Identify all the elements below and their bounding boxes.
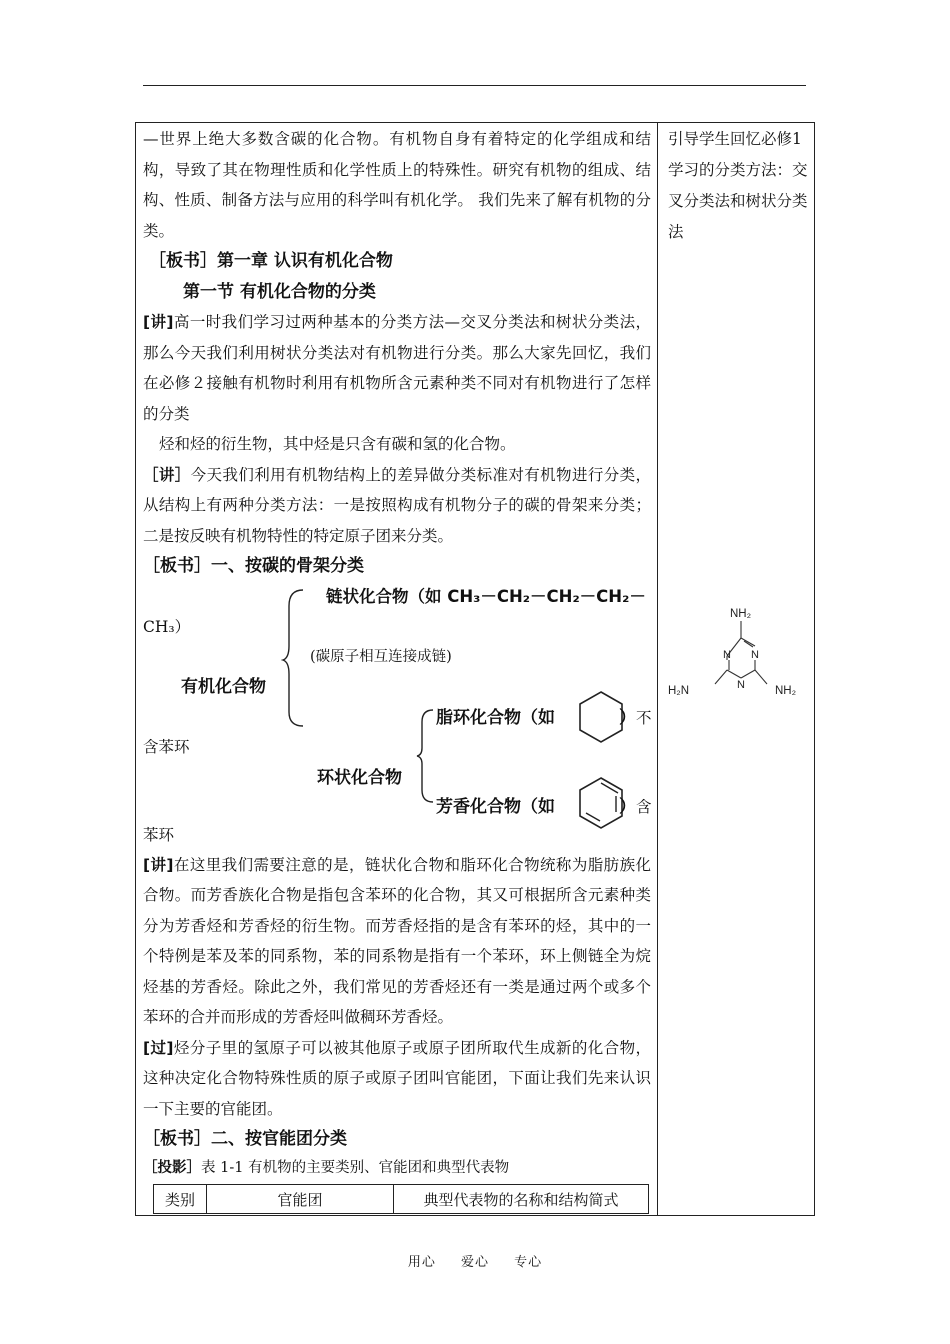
transition-paragraph — [143, 1033, 651, 1125]
projection-tag: ［投影］ — [143, 1159, 201, 1176]
transition-text: 烃分子里的氢原子可以被其他原子或原子团所取代生成新的化合物，这种决定化合物特殊性质的原子或原子团叫官能团，下面让我们先来认识一下主要的官能团。 — [143, 1038, 651, 1118]
side-note: 引导学生回忆必修1学习的分类方法：交叉分类法和树状分类法 — [668, 130, 808, 241]
alicyclic-note-cont: 含苯环 — [143, 737, 190, 756]
table-header-category: 类别 — [154, 1185, 207, 1214]
alicyclic-label: 脂环化合物（如 — [436, 707, 555, 728]
column-divider — [657, 122, 658, 1216]
board-heading-chapter: ［板书］第一章 认识有机化合物 — [149, 251, 393, 271]
melamine-structure-image — [663, 598, 813, 708]
chain-compound-continuation: CH₃） — [143, 617, 191, 636]
board-heading-section: 第一节 有机化合物的分类 — [183, 281, 376, 302]
lecture-paragraph-2 — [143, 460, 651, 552]
lecture-paragraph-1 — [143, 307, 651, 429]
footer-word: 爱心 — [460, 1255, 489, 1270]
functional-group-table — [153, 1184, 649, 1214]
board-heading-carbon-skeleton: ［板书］一、按碳的骨架分类 — [143, 556, 364, 576]
lecture-text: 高一时我们学习过两种基本的分类方法—交叉分类法和树状分类法，那么今天我们利用树状分类法对有机物进行分类。那么大家先回忆，我们在必修２接触有机物时利用有机物所含元素种类不同对有机物进行了怎样的分类 — [143, 313, 651, 423]
lecture-paragraph-3 — [143, 850, 651, 1033]
classification-tree — [143, 582, 651, 850]
transition-tag: [过] — [143, 1038, 174, 1057]
root-brace — [281, 588, 307, 728]
cyclic-compound-label: 环状化合物 — [317, 767, 402, 788]
board-heading-functional-group: ［板书］二、按官能团分类 — [143, 1129, 347, 1149]
ring-n-label: N — [751, 649, 759, 661]
aromatic-close: ） — [619, 796, 636, 817]
alicyclic-close: ） — [619, 707, 636, 728]
projection-text: 表 1-1 有机物的主要类别、官能团和典型代表物 — [201, 1159, 510, 1176]
cyclohexane-icon — [577, 690, 625, 746]
nh2-right-label: NH₂ — [775, 685, 797, 697]
footer-word: 专心 — [514, 1255, 543, 1270]
projection-line — [143, 1155, 651, 1181]
page-footer — [0, 1251, 950, 1270]
footer-word: 用心 — [407, 1255, 436, 1270]
lecture-tag: ［讲］ — [143, 465, 191, 484]
lecture-text: 在这里我们需要注意的是，链状化合物和脂环化合物统称为脂肪族化合物。而芳香族化合物是指包含苯环的化合物，其又可根据所含元素种类分为芳香烃和芳香烃的衍生物。而芳香烃指的是含有苯环的烃，其中的一个特例是苯及苯的同系物，苯的同系物是指有一个苯环，环上侧链全为烷烃基的芳香烃。除此之外，我们常见的芳香烃还有一类是通过两个或多个苯环的合并而形成的芳香烃叫做稠环芳香烃。 — [143, 855, 651, 1026]
cyclic-brace — [415, 708, 437, 804]
table-header-representative: 典型代表物的名称和结构简式 — [394, 1185, 649, 1214]
aromatic-note: 含 — [636, 797, 652, 816]
header-rule — [143, 85, 806, 86]
intro-paragraph: —世界上绝大多数含碳的化合物。有机物自身有着特定的化学组成和结构，导致了其在物理性质和化学性质上的特殊性。研究有机物的组成、结构、性质、制备方法与应用的科学叫有机化学。 我们先来了解有机物的分类。 — [143, 130, 651, 240]
aromatic-note-cont: 苯环 — [143, 825, 175, 844]
ring-n-label: N — [723, 649, 731, 661]
lecture-text: 今天我们利用有机物结构上的差异做分类标准对有机物进行分类，从结构上有两种分类方法：一是按照构成有机物分子的碳的骨架来分类；二是按反映有机物特性的特定原子团来分类。 — [143, 465, 651, 545]
benzene-icon — [577, 776, 625, 832]
lecture-tag: [讲] — [143, 313, 174, 331]
lecture-tag: [讲] — [143, 855, 174, 874]
table-header-row — [154, 1185, 649, 1214]
chain-note: (碳原子相互连接成链) — [310, 648, 452, 665]
aromatic-label: 芳香化合物（如 — [436, 796, 555, 817]
table-header-functional-group: 官能团 — [207, 1185, 394, 1214]
chain-compound-label: 链状化合物（如 CH₃－CH₂－CH₂－CH₂－ — [326, 586, 646, 606]
nh2-top-label: NH₂ — [730, 608, 752, 620]
ring-n-label: N — [737, 679, 745, 691]
answer-paragraph: 烃和烃的衍生物，其中烃是只含有碳和氢的化合物。 — [159, 435, 516, 453]
alicyclic-note: 不 — [636, 708, 652, 727]
nh2-left-label: H₂N — [668, 685, 690, 697]
lesson-main-column — [143, 124, 651, 1181]
organic-compound-root: 有机化合物 — [181, 676, 266, 697]
